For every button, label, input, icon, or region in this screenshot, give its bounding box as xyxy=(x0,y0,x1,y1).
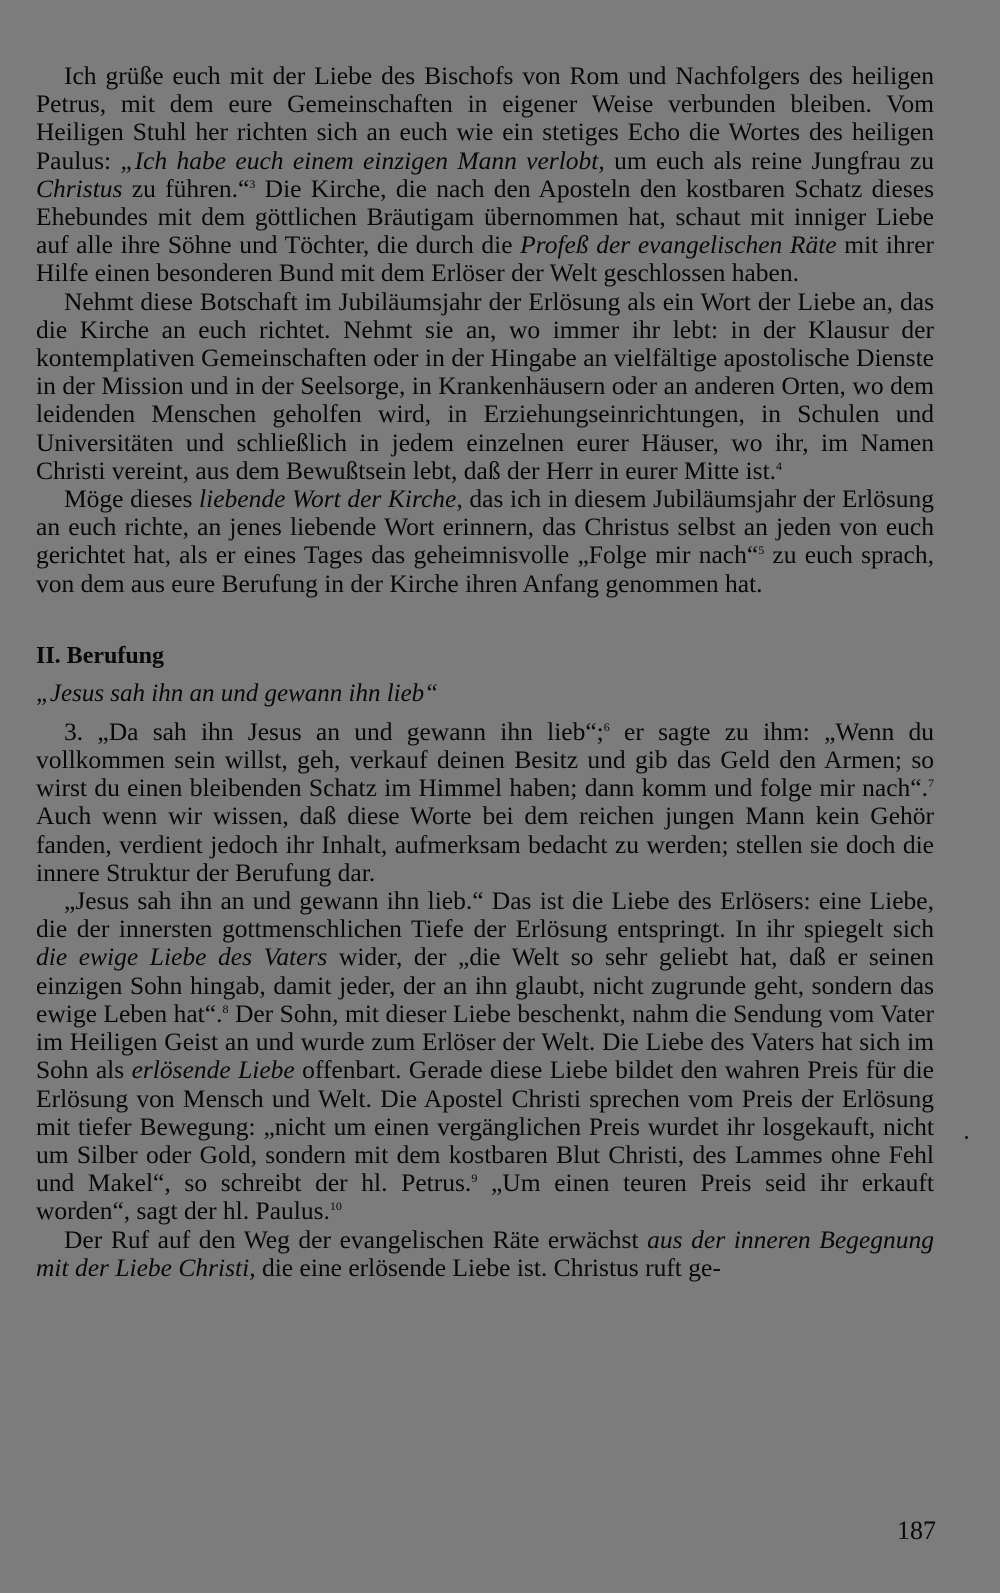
section-heading: II. Berufung xyxy=(36,642,165,669)
text-run: „Um einen teuren Preis seid ihr erkauft worden“, sagt der hl. Paulus. xyxy=(36,1168,934,1226)
text-run: zu euch sprach, von dem aus eure Berufung in der Kirche ihren Anfang genommen hat. xyxy=(36,540,935,598)
text-run: um euch als reine Jungfrau zu xyxy=(604,145,934,175)
italic-term: liebende Wort der Kirche, xyxy=(199,484,463,514)
footnote-marker: 8 xyxy=(222,1001,229,1016)
paragraph-jesus-looked xyxy=(36,718,934,887)
text-run: offenbart. Gerade diese Liebe bildet den wahren Preis für die Erlösung von Mensch und Welt. Die Apostel Christi sprechen vom Preis der Erlösung mit tiefer Bewegung: „nicht um einen vergänglichen Preis wurdet ihr losgekauft, nicht um Silber oder Gold, sondern mit dem kostbaren Blut Christi, des Lammes ohne Fehl und Makel“, so schreibt der hl. Petrus. xyxy=(36,1055,935,1198)
text-run: „Jesus sah ihn an und gewann ihn lieb.“ Das ist die Liebe des Erlösers: eine Liebe, die der innersten gottmenschlichen Tiefe der Erlösung entspringt. In ihr spiegelt sich xyxy=(36,886,934,944)
paragraph-greeting xyxy=(36,62,934,288)
text-run: Auch wenn wir wissen, daß diese Worte bei dem reichen jungen Mann kein Gehör fanden, verdient jedoch ihr Inhalt, aufmerksam bedacht zu werden; stellen sie doch die innere Struktur der Berufung dar. xyxy=(36,801,934,887)
text-run: die eine erlösende Liebe ist. Christus ruft ge- xyxy=(255,1252,721,1282)
footnote-marker: 9 xyxy=(471,1171,478,1186)
text-run: Möge dieses xyxy=(64,484,200,514)
italic-quote: „Ich habe euch einem einzigen Mann verlobt, xyxy=(120,145,605,175)
text-run: wider, der „die Welt so sehr geliebt hat, daß er seinen einzigen Sohn hingab, damit jeder, der an ihn glaubt, nicht zugrunde geht, sondern das ewige Leben hat“. xyxy=(36,942,934,1028)
footnote-marker: 3 xyxy=(249,176,256,191)
text-run: Der Sohn, mit dieser Liebe beschenkt, nahm die Sendung vom Vater im Heiligen Geist an und wurde zum Erlöser der Welt. Die Liebe des Vaters hat sich im Sohn als xyxy=(36,998,934,1085)
paragraph-loving-word xyxy=(36,485,934,598)
text-run: er sagte zu ihm: „Wenn du vollkommen sein willst, geh, verkauf deinen Besitz und gib das Geld den Armen; so wirst du einen bleibenden Schatz im Himmel haben; dann komm und folge mir nach“. xyxy=(36,716,934,803)
italic-term: aus der inneren Begegnung mit der Liebe Christi, xyxy=(36,1224,934,1282)
text-run: 3. „Da sah ihn Jesus an und gewann ihn lieb“; xyxy=(64,716,604,746)
text-run: Ich grüße euch mit der Liebe des Bischofs von Rom und Nachfolgers des heiligen Petrus, mit dem eure Gemeinschaften in eigener Weise verbunden bleiben. Vom Heiligen Stuhl her richten sich an euch wie ein stetiges Echo die Wortes des heiligen Paulus: xyxy=(36,61,934,175)
paragraph-redeemer-love xyxy=(36,887,934,1225)
footnote-marker: 7 xyxy=(928,776,934,791)
paragraph-call xyxy=(36,1226,934,1282)
italic-term: die ewige Liebe des Vaters xyxy=(36,942,328,972)
footnote-marker: 10 xyxy=(329,1199,342,1214)
footnote-marker: 6 xyxy=(603,719,610,734)
text-run: Der Ruf auf den Weg der evangelischen Räte erwächst xyxy=(64,1224,648,1254)
italic-term: erlösende Liebe xyxy=(131,1055,295,1085)
footnote-marker: 5 xyxy=(758,543,765,558)
text-run: das ich in diesem Jubiläumsjahr der Erlösung an euch richte, an jenes liebende Wort erinnern, das Christus selbst an jeden von euch gerichtet hat, als er eines Tages das geheimnisvolle „Folge mir nach“ xyxy=(36,484,934,570)
speck-mark xyxy=(965,1136,968,1139)
italic-term: Christus xyxy=(36,173,123,203)
text-run: Nehmt diese Botschaft im Jubiläumsjahr der Erlösung als ein Wort der Liebe an, das die Kirche an euch richtet. Nehmt sie an, wo immer ihr lebt: in der Klausur der kontemplativen Gemeinschaften oder in der Hingabe an vielfältige apostolische Dienste in der Mission und in der Seelsorge, in Krankenhäusern oder an anderen Orten, wo dem leidenden Menschen geholfen wird, in Erziehungseinrichtungen, in Schulen und Universitäten und schließlich in jedem einzelnen eurer Häuser, wo ihr, im Namen Christi vereint, aus dem Bewußtsein lebt, daß der Herr in eurer Mitte ist. xyxy=(36,286,934,485)
footnote-marker: 4 xyxy=(776,458,783,473)
text-run: zu führen.“ xyxy=(122,173,250,203)
section-subheading: „Jesus sah ihn an und gewann ihn lieb“ xyxy=(36,679,439,707)
document-page xyxy=(36,62,934,1282)
text-run: mit ihrer Hilfe einen besonderen Bund mit dem Erlöser der Welt geschlossen haben. xyxy=(36,230,935,288)
page-number: 187 xyxy=(897,1516,936,1545)
italic-term: Profeß der evangelischen Räte xyxy=(520,230,837,260)
text-run: Die Kirche, die nach den Aposteln den kostbaren Schatz dieses Ehebundes mit dem göttlichen Bräutigam übernommen hat, schaut mit inniger Liebe auf alle ihre Söhne und Töchter, die durch die xyxy=(36,173,934,260)
paragraph-message xyxy=(36,288,934,485)
